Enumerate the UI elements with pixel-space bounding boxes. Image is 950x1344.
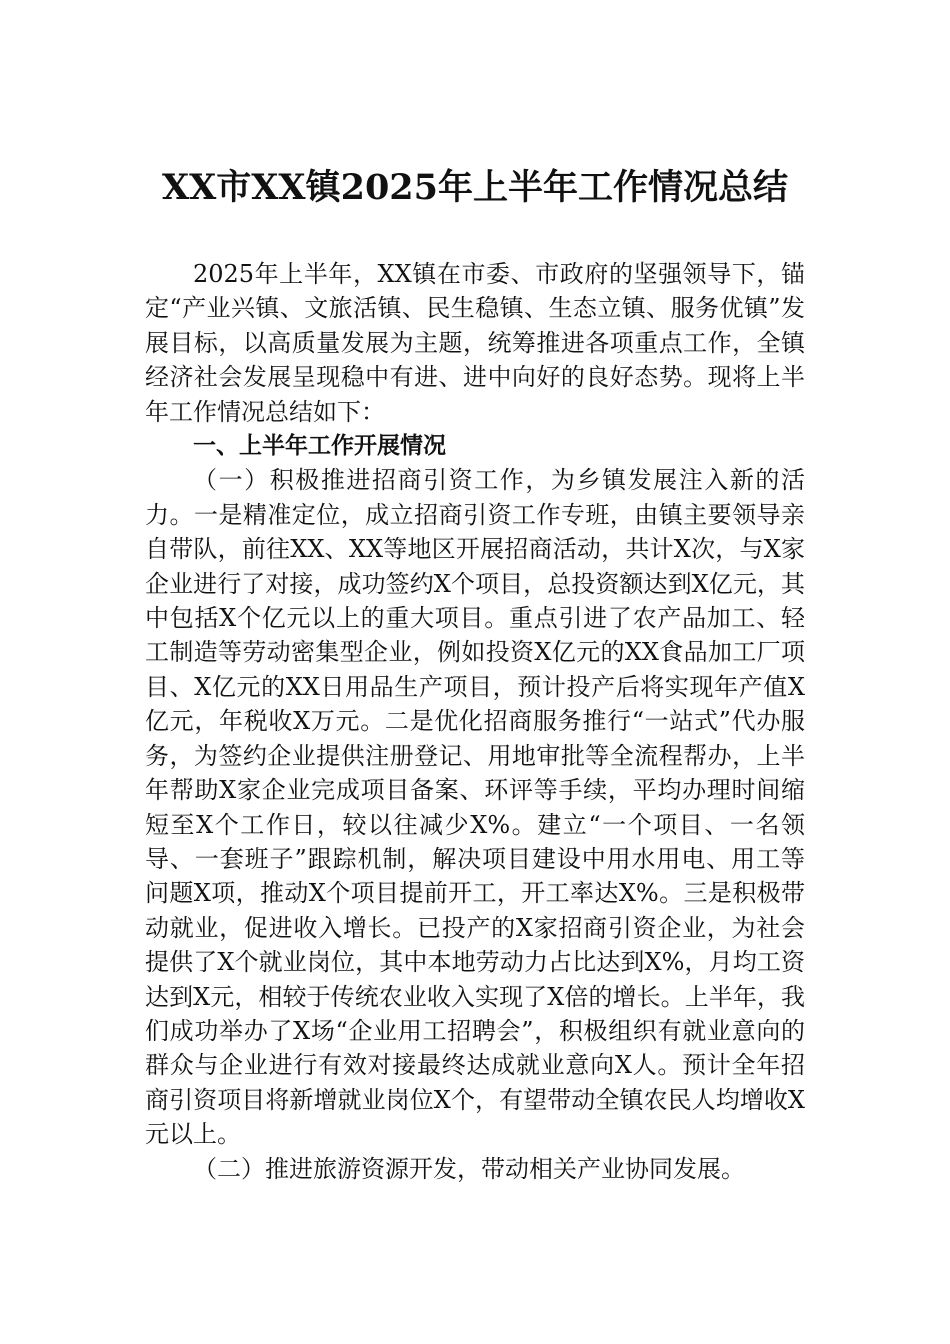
- subsection-2-heading: （二）推进旅游资源开发，带动相关产业协同发展。: [193, 1154, 745, 1183]
- intro-paragraph: 2025年上半年，XX镇在市委、市政府的坚强领导下，锚定“产业兴镇、文旅活镇、民生稳镇、生态立镇、服务优镇”发展目标，以高质量发展为主题，统筹推进各项重点工作，全镇经济社会发展呈现稳中有进、进中向好的良好态势。现将上半年工作情况总结如下：: [145, 260, 805, 426]
- subsection-1-heading: （一）积极推进招商引资工作，为乡镇发展注入新的活力。: [145, 466, 805, 529]
- document-title: XX市XX镇2025年上半年工作情况总结: [161, 167, 789, 208]
- subsection-1-paragraph: [145, 463, 805, 1151]
- section-heading-1: 一、上半年工作开展情况: [193, 433, 446, 460]
- document-body: [145, 257, 805, 1186]
- subsection-1-body: 一是精准定位，成立招商引资工作专班，由镇主要领导亲自带队，前往XX、XX等地区开展招商活动，共计X次，与X家企业进行了对接，成功签约X个项目，总投资额达到X亿元，其中包括X个亿元以上的重大项目。重点引进了农产品加工、轻工制造等劳动密集型企业，例如投资X亿元的XX食品加工厂项目、X亿元的XX日用品生产项目，预计投产后将实现年产值X亿元，年税收X万元。二是优化招商服务推行“一站式”代办服务，为签约企业提供注册登记、用地审批等全流程帮办，上半年帮助X家企业完成项目备案、环评等手续，平均办理时间缩短至X个工作日，较以往减少X%。建立“一个项目、一名领导、一套班子”跟踪机制，解决项目建设中用水用电、用工等问题X项，推动X个项目提前开工，开工率达X%。三是积极带动就业，促进收入增长。已投产的X家招商引资企业，为社会提供了X个就业岗位，其中本地劳动力占比达到X%，月均工资达到X元，相较于传统农业收入实现了X倍的增长。上半年，我们成功举办了X场“企业用工招聘会”，积极组织有就业意向的群众与企业进行有效对接最终达成就业意向X人。预计全年招商引资项目将新增就业岗位X个，有望带动全镇农民人均增收X元以上。: [145, 500, 806, 1149]
